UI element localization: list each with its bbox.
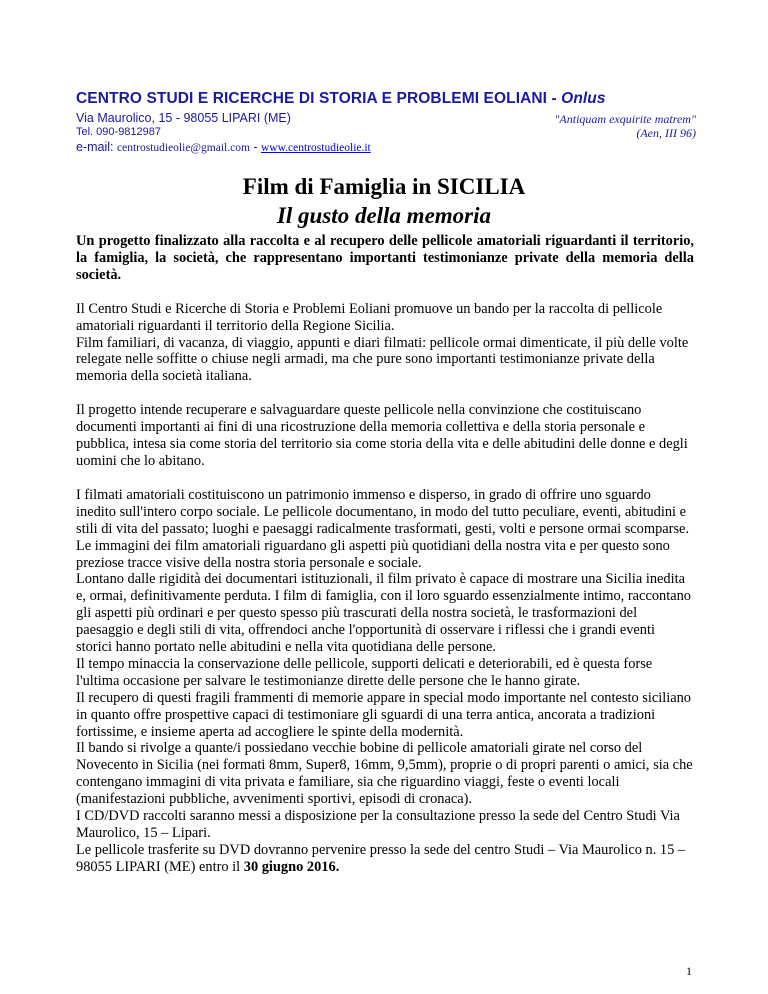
organization-phone: Tel. 090-9812987 xyxy=(76,126,162,138)
lead-paragraph: Un progetto finalizzato alla raccolta e al recupero delle pellicole amatoriali riguardanti il territorio, la famiglia, la società, che rappresentano importanti testimonianze private della memoria della società. xyxy=(76,233,694,283)
project-paragraph: Il progetto intende recuperare e salvaguardare queste pellicole nella convinzione che costituiscano documenti importanti ai fini di una ricostruzione della memoria collettiva e della storia personale e pubblica, intesa sia come storia del territorio sia come storia della vita e delle abitudini delle donne e degli uomini che lo abitano. xyxy=(76,402,688,469)
deadline-paragraph xyxy=(76,842,694,876)
organization-suffix: Onlus xyxy=(561,90,606,107)
intro-paragraph-1: Il Centro Studi e Ricerche di Storia e Problemi Eoliani promuove un bando per la raccolta di pellicole amatoriali riguardanti il territorio della Regione Sicilia. xyxy=(76,300,663,334)
document-subtitle: Il gusto della memoria xyxy=(276,203,492,228)
details-paragraph-2: Lontano dalle rigidità dei documentari istituzionali, il film privato è capace di mostrare una Sicilia inedita e, ormai, definitivamente perduta. I film di famiglia, con il loro sguardo essenzialmente intimo, raccontano gli aspetti più ordinari e per questo spesso più trascurati della nostra società, le trasformazioni del paesaggio e degli stili di vita, offrendoci anche l'opportunità di osservare i riflessi che i grandi eventi storici hanno portato nelle abitudini e nella vita quotidiana delle persone. xyxy=(76,571,692,656)
organization-contacts xyxy=(76,140,371,154)
details-paragraph-1: I filmati amatoriali costituiscono un patrimonio immenso e disperso, in grado di offrire uno sguardo inedito sull'intero corpo sociale. Le pellicole documentano, in modo del tutto peculiare, eventi, abitudini e stili di vita del passato; luoghi e paesaggi radicalmente trasformati, gesti, volti e persone ormai scomparse. Le immagini dei film amatoriali riguardano gli aspetti più quotidiani della nostra vita e per questo sono preziose tracce visive della nostra storia personale e sociale. xyxy=(76,486,690,571)
email-address: centrostudieolie@gmail.com xyxy=(116,142,250,154)
document-body xyxy=(76,233,694,876)
deadline-text: Le pellicole trasferite su DVD dovranno pervenire presso la sede del centro Studi – Via Maurolico n. 15 – 98055 LIPARI (ME) entro il xyxy=(76,841,686,875)
organization-name xyxy=(76,90,606,108)
document-title: Film di Famiglia in SICILIA xyxy=(242,174,526,199)
email-label: e-mail: xyxy=(76,140,117,154)
page-number: 1 xyxy=(686,964,692,978)
details-paragraph-5: Il bando si rivolge a quante/i possiedano vecchie bobine di pellicole amatoriali girate nel corso del Novecento in Sicilia (nei formati 8mm, Super8, 16mm, 9,5mm), proprie o di propri parenti o amici, sia che contengano immagini di vita privata e familiare, sia che riguardino viaggi, feste o eventi locali (manifestazioni pubbliche, avvenimenti sportivi, episodi di cronaca). xyxy=(76,740,693,808)
website-link[interactable]: www.centrostudieolie.it xyxy=(261,142,371,154)
details-paragraph-6: I CD/DVD raccolti saranno messi a disposizione per la consultazione presso la sede del Centro Studi Via Maurolico, 15 – Lipari. xyxy=(76,808,680,841)
contact-separator: - xyxy=(249,140,261,154)
organization-address: Via Maurolico, 15 - 98055 LIPARI (ME) xyxy=(76,111,291,125)
intro-paragraph-2: Film familiari, di vacanza, di viaggio, appunti e diari filmati: pellicole ormai dimenticate, il più delle volte relegate nelle soffitte o chiuse negli armadi, ma che pure sono importanti testimonianze private della memoria della società italiana. xyxy=(76,334,689,385)
details-paragraph-4: Il recupero di questi fragili frammenti di memorie appare in special modo importante nel contesto siciliano in quanto offre prospettive capaci di testimoniare gli sguardi di una terra antica, ancorata a tradizioni fortissime, e insieme aperta ad accogliere le spinte della modernità. xyxy=(76,689,692,740)
motto-source: (Aen, III 96) xyxy=(636,126,696,140)
deadline-date: 30 giugno 2016. xyxy=(243,858,340,875)
organization-name-text: CENTRO STUDI E RICERCHE DI STORIA E PROBLEMI EOLIANI - xyxy=(76,90,562,107)
motto-quote: "Antiquam exquirite matrem" xyxy=(554,112,696,126)
details-paragraph-3: Il tempo minaccia la conservazione delle pellicole, supporti delicati e deteriorabili, ed è questa forse l'ultima occasione per salvare le testimonianze dirette delle persone che le hanno girate. xyxy=(76,655,653,689)
